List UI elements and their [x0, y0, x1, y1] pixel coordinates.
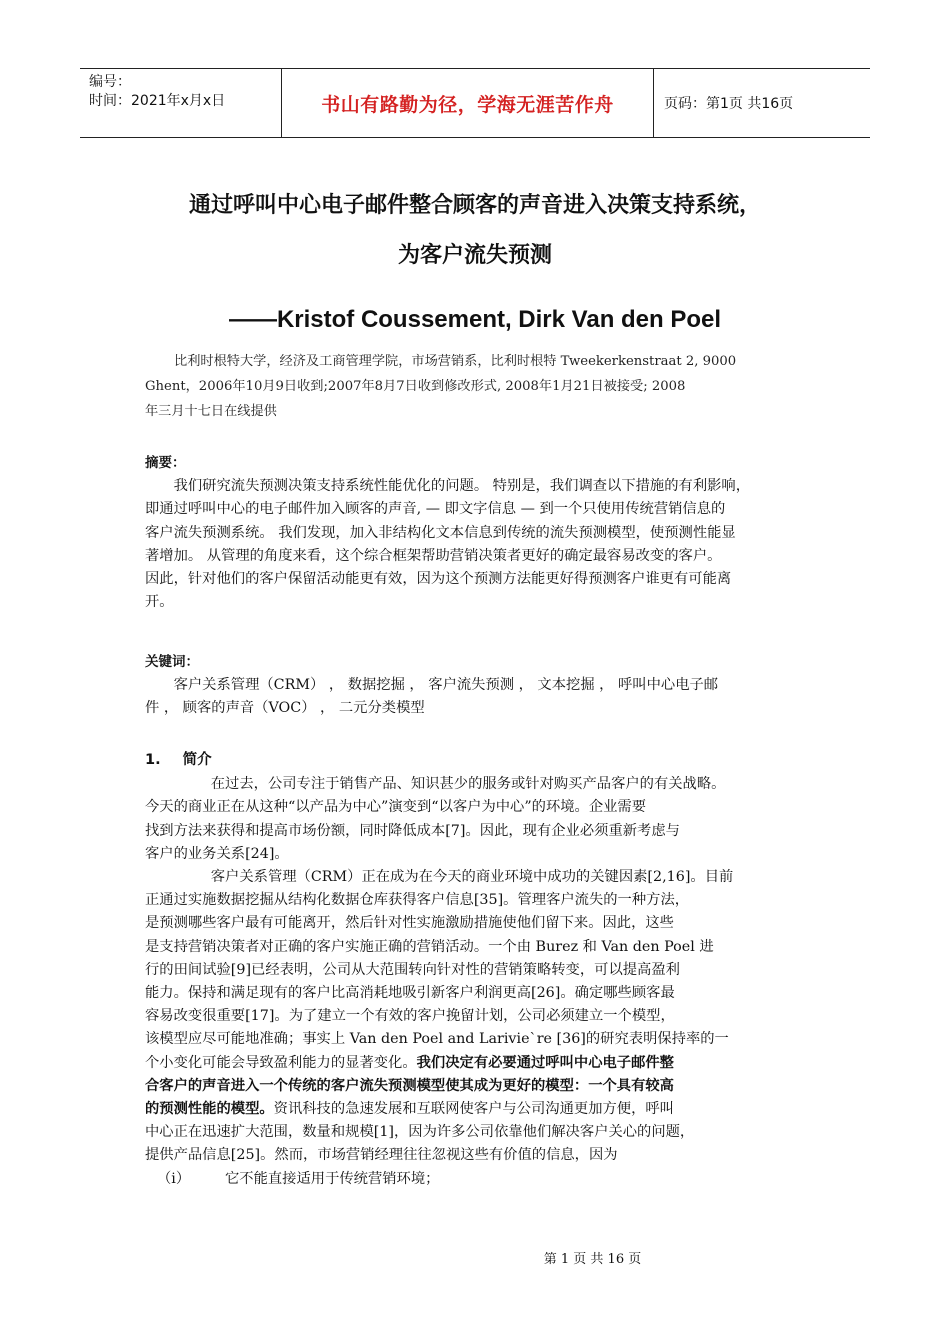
intro-line: 客户关系管理（CRM）正在成为在今天的商业环境中成功的关键因素[2,16]。目前	[210, 869, 734, 886]
intro-line: 提供产品信息[25]。然而，市场营销经理往往忽视这些有价值的信息，因为	[145, 1147, 618, 1164]
affiliation	[145, 349, 810, 424]
intro-bold-text: 的预测性能的模型。	[145, 1101, 274, 1118]
intro-line: 找到方法来获得和提高市场份额，同时降低成本[7]。因此，现有企业必须重新考虑与	[145, 822, 680, 839]
abstract-line: 即通过呼叫中心的电子邮件加入顾客的声音, — 即文字信息 — 到一个只使用传统营销信息的	[145, 501, 726, 518]
intro-line: 是预测哪些客户最有可能离开，然后针对性实施激励措施使他们留下来。因此，这些	[145, 915, 674, 932]
intro-text: 个小变化可能会导致盈利能力的显著变化。	[145, 1054, 417, 1071]
page-footer: 第 1 页 共 16 页	[543, 1252, 642, 1267]
header-motto: 书山有路勤为径，学海无涯苦作舟	[282, 69, 654, 137]
header-left-cell	[80, 69, 282, 137]
abstract-line: 客户流失预测系统。 我们发现，加入非结构化文本信息到传统的流失预测模型，使预测性能显	[145, 524, 736, 541]
authors: ——Kristof Coussement, Dirk Van den Poel	[228, 306, 722, 333]
intro-line: 能力。保持和满足现有的客户比高消耗地吸引新客户利润更高[26]。确定哪些顾客最	[145, 985, 675, 1002]
affiliation-line: 年三月十七日在线提供	[145, 404, 277, 419]
abstract-line: 我们研究流失预测决策支持系统性能优化的问题。 特别是，我们调查以下措施的有利影响，	[173, 478, 751, 495]
title-line-2: 为客户流失预测	[397, 243, 552, 268]
intro-list-item	[145, 1168, 813, 1191]
keywords-line: 客户关系管理（CRM） ， 数据挖掘 ， 客户流失预测 ， 文本挖掘 ， 呼叫中心电子邮	[173, 677, 719, 694]
abstract-line: 开。	[145, 594, 174, 611]
header-table	[80, 68, 870, 138]
intro-line: 行的田间试验[9]已经表明，公司从大范围转向针对性的营销策略转变，可以提高盈利	[145, 961, 680, 978]
intro-bold-line: 合客户的声音进入一个传统的客户流失预测模型使其成为更好的模型：一个具有较高	[145, 1077, 674, 1094]
header-page-info: 页码：第1页 共16页	[664, 96, 794, 112]
intro-bold-text: 我们决定有必要通过呼叫中心电子邮件整	[416, 1054, 674, 1071]
abstract-section	[145, 452, 813, 614]
intro-line: 在过去，公司专注于销售产品、知识甚少的服务或针对购买产品客户的有关战略。	[210, 776, 726, 793]
keywords-heading: 关键词：	[145, 654, 199, 670]
affiliation-line: 比利时根特大学，经济及工商管理学院，市场营销系，比利时根特 Tweekerkenstraat 2, 9000	[174, 354, 737, 369]
abstract-line: 著增加。 从管理的角度来看，这个综合框架帮助营销决策者更好的确定最容易改变的客户。	[145, 547, 722, 564]
doc-id-label: 编号：	[89, 74, 131, 90]
list-marker: （i）	[157, 1170, 191, 1187]
intro-heading	[145, 749, 813, 772]
abstract-line: 因此，针对他们的客户保留活动能更有效，因为这个预测方法能更好得预测客户谁更有可能离	[145, 571, 732, 588]
intro-section	[145, 749, 813, 1191]
intro-line	[145, 1098, 813, 1121]
abstract-heading: 摘要：	[145, 455, 186, 471]
intro-line: 容易改变很重要[17]。为了建立一个有效的客户挽留计划，公司必须建立一个模型，	[145, 1008, 675, 1025]
list-item-text: 它不能直接适用于传统营销环境；	[225, 1170, 440, 1187]
doc-time-label: 时间：2021年x月x日	[89, 93, 226, 109]
intro-text: 资讯科技的急速发展和互联网使客户与公司沟通更加方便，呼叫	[273, 1101, 674, 1118]
intro-line: 正通过实施数据挖掘从结构化数据仓库获得客户信息[35]。管理客户流失的一种方法，	[145, 892, 690, 909]
intro-line	[145, 1052, 813, 1075]
intro-line: 今天的商业正在从这种“以产品为中心”演变到“以客户为中心”的环境。企业需要	[145, 799, 647, 816]
affiliation-line: Ghent，2006年10月9日收到;2007年8月7日收到修改形式, 2008年1月21日被接受; 2008	[145, 379, 686, 394]
intro-line: 中心正在迅速扩大范围，数量和规模[1]，因为许多公司依靠他们解决客户关心的问题，	[145, 1124, 695, 1141]
intro-line: 客户的业务关系[24]。	[145, 845, 289, 862]
intro-line: 是支持营销决策者对正确的客户实施正确的营销活动。一个由 Burez 和 Van den Poel 进	[145, 938, 714, 955]
keywords-section	[145, 651, 813, 721]
intro-heading-number: 1.	[145, 752, 161, 768]
intro-heading-text: 简介	[182, 752, 212, 768]
intro-line: 该模型应尽可能地准确；事实上 Van den Poel and Larivie`re [36]的研究表明保持率的一	[145, 1031, 729, 1048]
title-line-1: 通过呼叫中心电子邮件整合顾客的声音进入决策支持系统，	[188, 193, 761, 218]
keywords-line: 件 ， 顾客的声音（VOC） ， 二元分类模型	[145, 700, 425, 717]
